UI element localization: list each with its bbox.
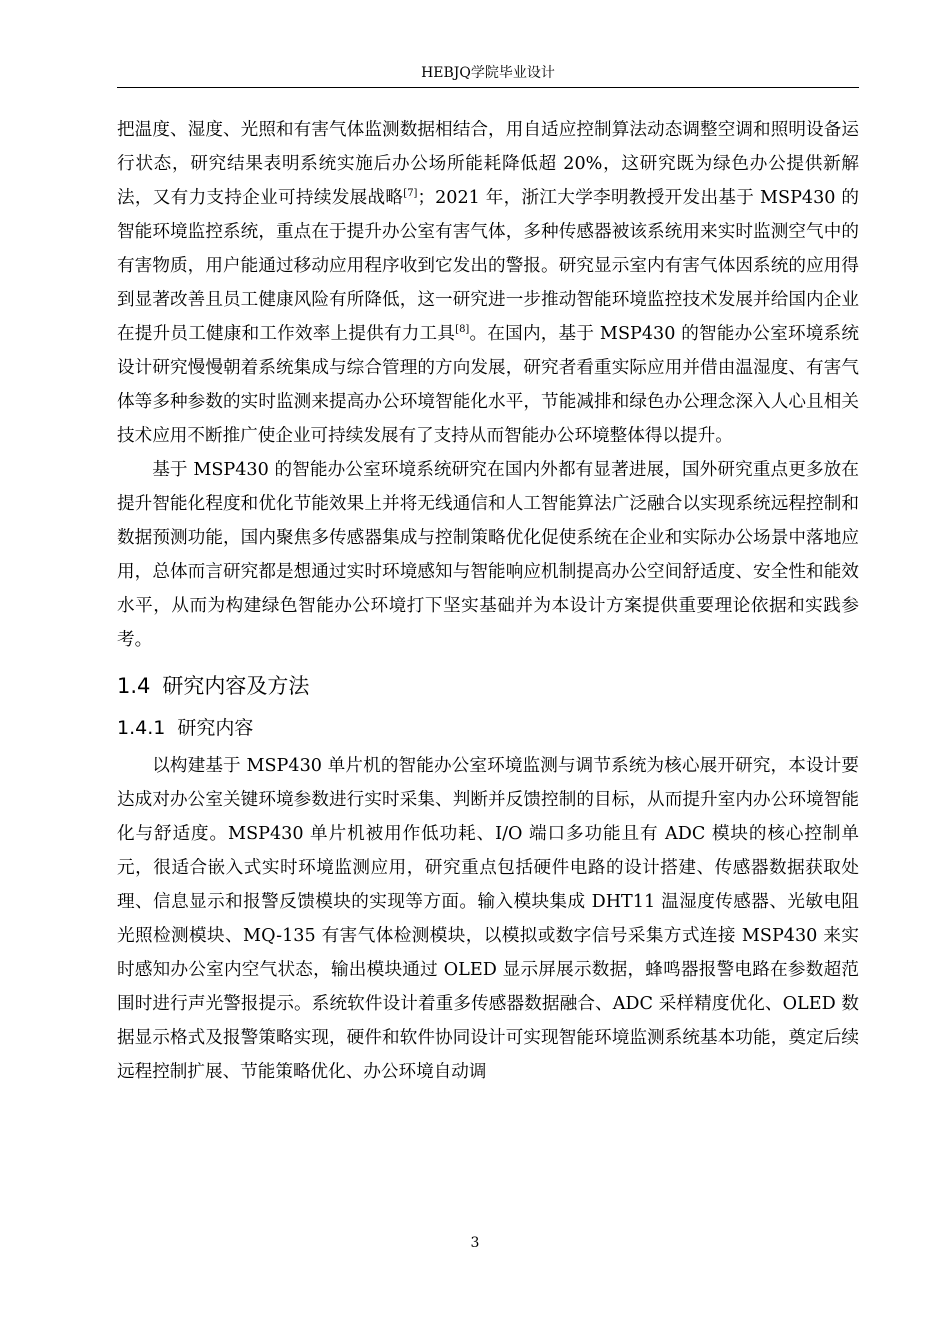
running-header: HEBJQ学院毕业设计 — [421, 65, 555, 81]
citation-ref[interactable]: [7] — [403, 188, 418, 199]
section-title: 研究内容及方法 — [162, 674, 310, 698]
citation-ref[interactable]: [8] — [455, 324, 470, 335]
paragraph-continued — [117, 113, 859, 453]
section-heading — [117, 669, 859, 703]
paragraph-text: ；2021 年，浙江大学李明教授开发出基于 MSP430 的智能环境监控系统，重点在于提升办公室有害气体，多种传感器被该系统用来实时监测空气中的有害物质，用户能通过移动应用程序收到它发出的警报。研究显示室内有害气体因系统的应用得到显著改善且员工健康风险有所降低，这一研究进一步推动智能环境监控技术发展并给国内企业在提升员工健康和工作效率上提供有力工具 — [117, 188, 859, 344]
paragraph-research-content: 以构建基于 MSP430 单片机的智能办公室环境监测与调节系统为核心展开研究，本设计要达成对办公室关键环境参数进行实时采集、判断并反馈控制的目标，从而提升室内办公环境智能化与舒适度。MSP430 单片机被用作低功耗、I/O 端口多功能且有 ADC 模块的核心控制单元，很适合嵌入式实时环境监测应用，研究重点包括硬件电路的设计搭建、传感器数据获取处理、信息显示和报警反馈模块的实现等方面。输入模块集成 DHT11 温湿度传感器、光敏电阻光照检测模块、MQ-135 有害气体检测模块，以模拟或数字信号采集方式连接 MSP430 来实时感知办公室内空气状态，输出模块通过 OLED 显示屏展示数据，蜂鸣器报警电路在参数超范围时进行声光警报提示。系统软件设计着重多传感器数据融合、ADC 采样精度优化、OLED 数据显示格式及报警策略实现，硬件和软件协同设计可实现智能环境监测系统基本功能，奠定后续远程控制扩展、节能策略优化、办公环境自动调 — [117, 756, 859, 1082]
paragraph-text: 。在国内，基于 MSP430 的智能办公室环境系统设计研究慢慢朝着系统集成与综合管理的方向发展，研究者看重实际应用并借由温湿度、有害气体等多种参数的实时监测来提高办公环境智能化水平，节能减排和绿色办公理念深入人心且相关技术应用不断推广使企业可持续发展有了支持从而智能办公环境整体得以提升。 — [117, 324, 859, 446]
section-number: 1.4 — [117, 674, 151, 698]
subsection-number: 1.4.1 — [117, 717, 166, 739]
paragraph-summary: 基于 MSP430 的智能办公室环境系统研究在国内外都有显著进展，国外研究重点更多放在提升智能化程度和优化节能效果上并将无线通信和人工智能算法广泛融合以实现系统远程控制和数据预测功能，国内聚焦多传感器集成与控制策略优化促使系统在企业和实际办公场景中落地应用，总体而言研究都是想通过实时环境感知与智能响应机制提高办公空间舒适度、安全性和能效水平，从而为构建绿色智能办公环境打下坚实基础并为本设计方案提供重要理论依据和实践参考。 — [117, 460, 859, 650]
subsection-heading — [117, 711, 859, 745]
subsection-title: 研究内容 — [177, 717, 254, 739]
header-rule — [117, 87, 859, 88]
page-body — [117, 113, 859, 1089]
paragraph-text: 把温度、湿度、光照和有害气体监测数据相结合，用自适应控制算法动态调整空调和照明设备运行状态，研究结果表明系统实施后办公场所能耗降低超 20%，这研究既为绿色办公提供新解法，又有力支持企业可持续发展战略 — [117, 120, 859, 208]
page-number: 3 — [470, 1235, 480, 1251]
